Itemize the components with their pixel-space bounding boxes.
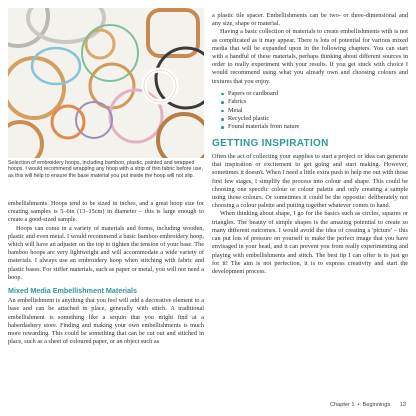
paragraph: embellishments. Hoops tend to be sized in inches, and a great hoop size for creating samples is 5–6in (13–15cm) in diameter – this is large enough to create a good-sized sample.: [8, 200, 204, 224]
list-item: Metal: [222, 107, 408, 115]
page-number: 13: [399, 402, 406, 408]
paragraph: Hoops can come in a variety of materials and forms, including wooden, plastic and even metal. I would recommend a basic bamboo embroidery hoop, which will have an adjuster on the top to tighten the tension of your base. The bamboo hoops are very lightweight and will accommodate a wide variety of materials. I always use an embroidery hoop when stitching with fabric and plastic bases. For stiffer materials, such as paper or metal, you will not need a hoop.: [8, 224, 204, 281]
paragraph: Having a basic collection of materials to create embellishments with is not as complicated as it may appear. There is lots of potential for various mixed media that will be expanded upon in the following chapters. You can start with a handful of these materials, perhaps thinking about different sources in order to really experiment with your results. If you get stuck with choice I would recommend using what you already own and choosing colours and textures that you enjoy.: [212, 28, 408, 85]
paragraph: An embellishment is anything that you feel will add a decorative element to a base and can be attached in place, generally with stitch. A traditional embellishment is something like a sequin that you might find at a haberdashery store. Finding and making your own embellishments is much more rewarding. This could be something that can be cut out and stitched in place, such as a sheet of coloured paper, or an object such as: [8, 297, 204, 346]
left-column-body: [8, 200, 204, 346]
photo-caption: Selection of embroidery hoops, including bamboo, plastic, painted and wrapped hoops. I would recommend wrapping any hoop with a strip of thin fabric before use, as this will help to ensure the base material you put inside the hoop will not slip.: [8, 160, 203, 179]
hoops-illustration: [8, 8, 204, 158]
paragraph: Often the act of collecting your supplies to start a project or idea can generate that inspiration or excitement to get going and start making. However, sometimes it doesn't. When I need a little extra push to help me out with those first few stages, I simplify the process into colour and shape. This could be choosing one specific colour or colour palette and only creating a sample using those colours. Or sometimes it could be the opposite: deliberately not choosing a colour palette and putting together whatever comes to hand.: [212, 153, 408, 210]
section-heading: GETTING INSPIRATION: [212, 137, 329, 149]
list-item: Found materials from nature: [222, 123, 408, 131]
paragraph: a plastic tile spacer. Embellishments can be two- or three-dimensional and any size, shape or material.: [212, 12, 408, 28]
page-footer: Chapter 1 • Beginnings 13: [329, 402, 406, 408]
footer-chapter: Chapter 1: [329, 402, 355, 408]
embroidery-hoops-photo: [8, 8, 204, 158]
right-column-body: [212, 12, 408, 276]
list-item: Fabrics: [222, 98, 408, 106]
paragraph: When thinking about shape, I go for the basics such as circles, squares or triangles. The beauty of simple shapes is the amazing potential to create so many different outcomes. I would avoid the idea of creating a 'picture' – this can put lots of pressure on yourself to make the perfect image that you have envisaged in your head, and it can prevent you from really experimenting and playing with embellishments and stitch. The best tip I can offer is to just go for it! The aim is not perfection, it is to express creativity and start the development process.: [212, 210, 408, 275]
footer-section: Beginnings: [362, 402, 391, 408]
materials-list: [212, 90, 408, 132]
list-item: Recycled plastic: [222, 115, 408, 123]
section-subheading: Mixed Media Embellishment Materials: [8, 286, 138, 296]
list-item: Papers or cardboard: [222, 90, 408, 98]
